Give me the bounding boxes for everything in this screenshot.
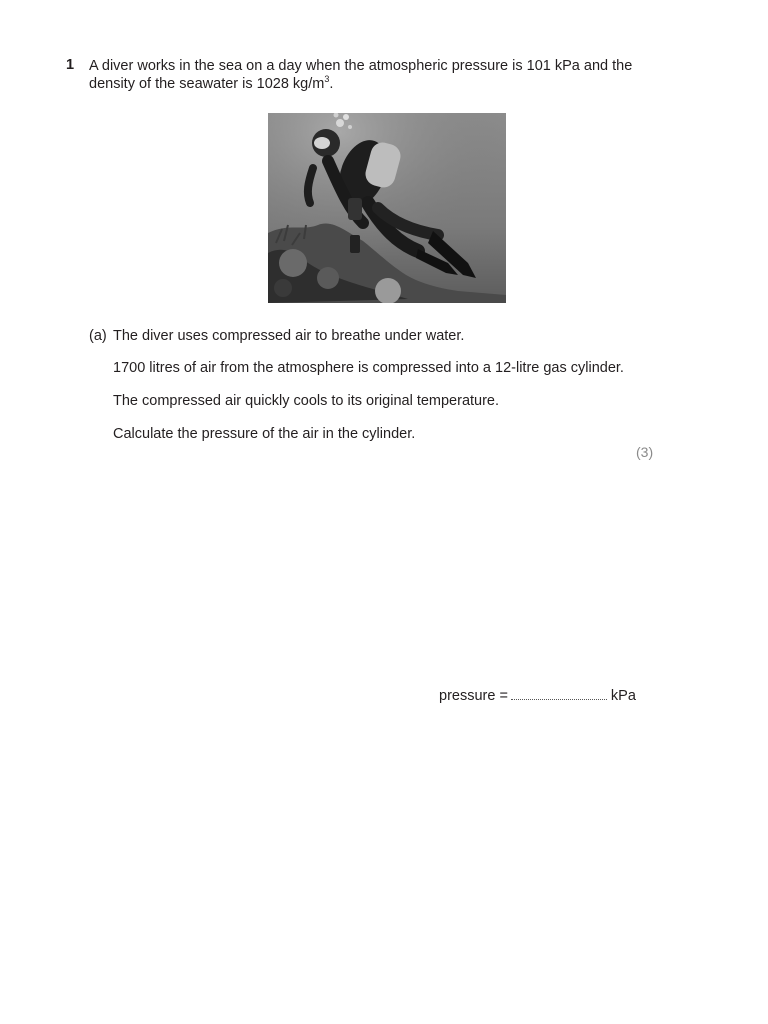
part-a-label: (a) <box>89 328 107 344</box>
part-a-line-1: The diver uses compressed air to breathe under water. <box>113 328 465 344</box>
part-a-line-3: The compressed air quickly cools to its original temperature. <box>113 393 500 409</box>
answer-unit: kPa <box>610 688 636 704</box>
answer-row <box>439 688 636 704</box>
answer-blank[interactable] <box>511 689 607 700</box>
marks-label: (3) <box>636 444 654 460</box>
intro-line-2-end: . <box>329 76 334 92</box>
scuba-diver-photo-icon <box>268 113 506 303</box>
intro-line-1: A diver works in the sea on a day when the atmospheric pressure is 101 kPa and the <box>89 58 633 74</box>
question-intro <box>89 57 649 93</box>
diver-photo <box>268 113 506 303</box>
part-a-line-4: Calculate the pressure of the air in the cylinder. <box>113 426 416 442</box>
superscript-3: 3 <box>324 74 330 85</box>
intro-line-2: density of the seawater is 1028 kg/m <box>89 76 325 92</box>
answer-label: pressure = <box>439 688 508 704</box>
question-number: 1 <box>66 57 75 73</box>
part-a-line-2: 1700 litres of air from the atmosphere is compressed into a 12-litre gas cylinder. <box>113 360 624 376</box>
